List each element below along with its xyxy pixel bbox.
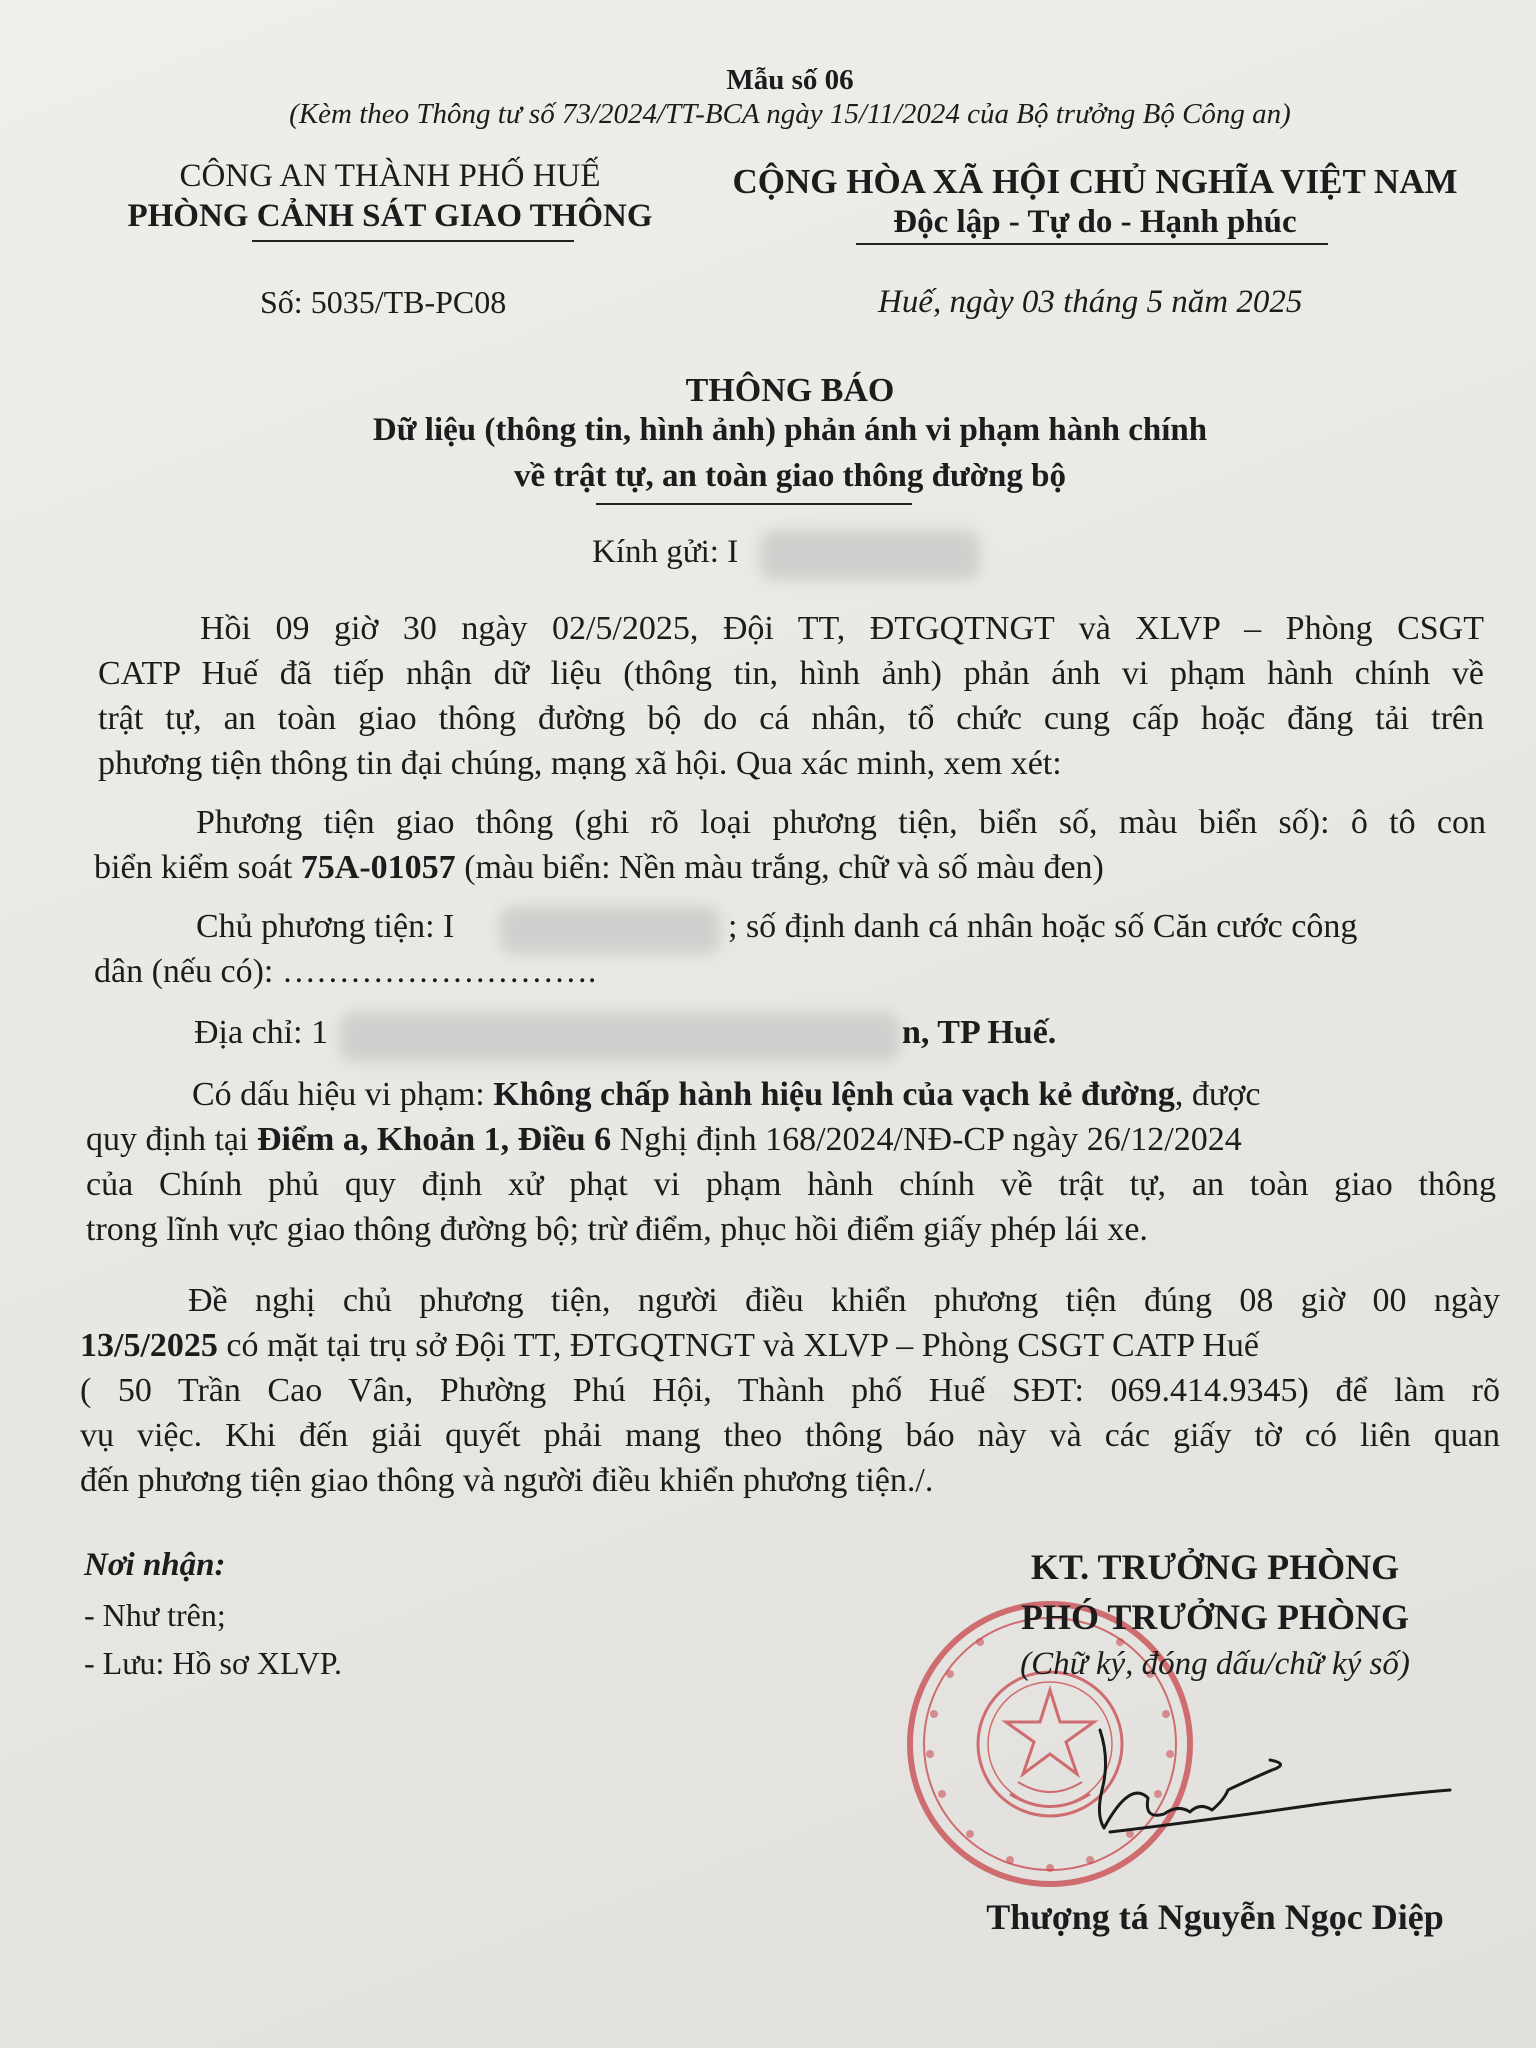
- handwritten-signature-icon: [1040, 1720, 1460, 1850]
- redacted-owner-name: [500, 906, 720, 954]
- motto-underline: [856, 243, 1328, 245]
- national-motto: Độc lập - Tự do - Hạnh phúc: [893, 204, 1297, 240]
- para1-line-2: CATP Huế đã tiếp nhận dữ liệu (thông tin, hình ảnh) phản ánh vi phạm hành chính về: [98, 655, 1484, 692]
- violation-line2-suffix: Nghị định 168/2024/NĐ-CP ngày 26/12/2024: [611, 1121, 1242, 1158]
- request-date: 13/5/2025: [80, 1327, 218, 1364]
- request-line-1: Đề nghị chủ phương tiện, người điều khiển phương tiện đúng 08 giờ 00 ngày: [188, 1282, 1500, 1319]
- vehicle-plate: 75A-01057: [300, 849, 456, 886]
- violation-line-1: [192, 1072, 1260, 1117]
- recipient-item: - Như trên;: [84, 1597, 226, 1633]
- owner-id-text: ; số định danh cá nhân hoặc số Căn cước công: [728, 908, 1358, 945]
- recipients-title: Nơi nhận:: [84, 1547, 226, 1583]
- recipient-item: - Lưu: Hồ sơ XLVP.: [84, 1645, 342, 1681]
- owner-initial: I: [443, 908, 455, 945]
- para1-line-1: Hồi 09 giờ 30 ngày 02/5/2025, Đội TT, ĐTGQTNGT và XLVP – Phòng CSGT: [200, 610, 1484, 647]
- redacted-address: [340, 1012, 900, 1062]
- violation-after-offense: , được: [1174, 1076, 1261, 1113]
- violation-line-3: của Chính phủ quy định xử phạt vi phạm hành chính về trật tự, an toàn giao thông: [86, 1166, 1496, 1203]
- violation-offense: Không chấp hành hiệu lệnh của vạch kẻ đường: [493, 1076, 1175, 1113]
- signature-note: (Chữ ký, đóng dấu/chữ ký số): [1020, 1646, 1410, 1682]
- address-label-line: [194, 1010, 328, 1055]
- violation-line-2: [86, 1117, 1242, 1162]
- attachment-note: (Kèm theo Thông tư số 73/2024/TT-BCA ngày 15/11/2024 của Bộ trưởng Bộ Công an): [289, 98, 1291, 130]
- address-initial: 1: [311, 1014, 329, 1051]
- signature-title-line-2: PHÓ TRƯỞNG PHÒNG: [1020, 1597, 1409, 1637]
- document-subtitle-line-1: Dữ liệu (thông tin, hình ảnh) phản ánh vi phạm hành chính: [372, 412, 1208, 448]
- greeting-initial: I: [727, 534, 739, 570]
- violation-line-4: trong lĩnh vực giao thông đường bộ; trừ điểm, phục hồi điểm giấy phép lái xe.: [86, 1211, 1148, 1248]
- address-tail: n, TP Huế.: [902, 1014, 1057, 1051]
- vehicle-plate-suffix: (màu biển: Nền màu trắng, chữ và số màu đen): [455, 849, 1104, 886]
- form-number: Mẫu số 06: [726, 64, 854, 96]
- violation-line2-prefix: quy định tại: [86, 1121, 257, 1158]
- request-line2-rest: có mặt tại trụ sở Đội TT, ĐTGQTNGT và XLVP – Phòng CSGT CATP Huế: [217, 1327, 1260, 1364]
- redacted-recipient: [760, 530, 980, 580]
- title-underline: [596, 503, 912, 505]
- violation-clause: Điểm a, Khoản 1, Điều 6: [256, 1121, 612, 1158]
- owner-line-2: dân (nếu có): ……………………….: [94, 953, 597, 990]
- department-underline: [252, 240, 574, 242]
- request-line-3: ( 50 Trần Cao Vân, Phường Phú Hội, Thành phố Huế SĐT: 069.414.9345) để làm rõ: [80, 1372, 1500, 1409]
- vehicle-plate-prefix: biển kiểm soát: [94, 849, 301, 886]
- owner-label: Chủ phương tiện:: [196, 908, 435, 945]
- address-label: Địa chỉ:: [194, 1014, 303, 1051]
- greeting: [592, 534, 738, 571]
- nation-name: CỘNG HÒA XÃ HỘI CHỦ NGHĨA VIỆT NAM: [732, 162, 1458, 201]
- request-line-2: [80, 1323, 1259, 1368]
- document-number: Số: 5035/TB-PC08: [260, 284, 507, 320]
- para1-line-3: trật tự, an toàn giao thông đường bộ do cá nhân, tổ chức cung cấp hoặc đăng tải trên: [98, 700, 1484, 737]
- signature-title-line-1: KT. TRƯỞNG PHÒNG: [1030, 1547, 1400, 1587]
- request-line-5: đến phương tiện giao thông và người điều khiển phương tiện./.: [80, 1462, 934, 1499]
- violation-label: Có dấu hiệu vi phạm:: [192, 1076, 494, 1113]
- request-line-4: vụ việc. Khi đến giải quyết phải mang theo thông báo này và các giấy tờ có liên quan: [80, 1417, 1500, 1454]
- greeting-label: Kính gửi:: [592, 534, 719, 570]
- signer-name: Thượng tá Nguyễn Ngọc Diệp: [986, 1897, 1444, 1937]
- owner-label-line: [196, 904, 454, 949]
- document-title: THÔNG BÁO: [685, 372, 895, 409]
- para1-line-4: phương tiện thông tin đại chúng, mạng xã hội. Qua xác minh, xem xét:: [98, 745, 1062, 782]
- agency-name: CÔNG AN THÀNH PHỐ HUẾ: [179, 158, 601, 194]
- place-date: Huế, ngày 03 tháng 5 năm 2025: [878, 284, 1303, 320]
- vehicle-line-2: [94, 845, 1104, 890]
- vehicle-line-1: Phương tiện giao thông (ghi rõ loại phương tiện, biển số, màu biển số): ô tô con: [196, 804, 1486, 841]
- document-subtitle-line-2: về trật tự, an toàn giao thông đường bộ: [513, 458, 1066, 494]
- department-name: PHÒNG CẢNH SÁT GIAO THÔNG: [127, 198, 653, 234]
